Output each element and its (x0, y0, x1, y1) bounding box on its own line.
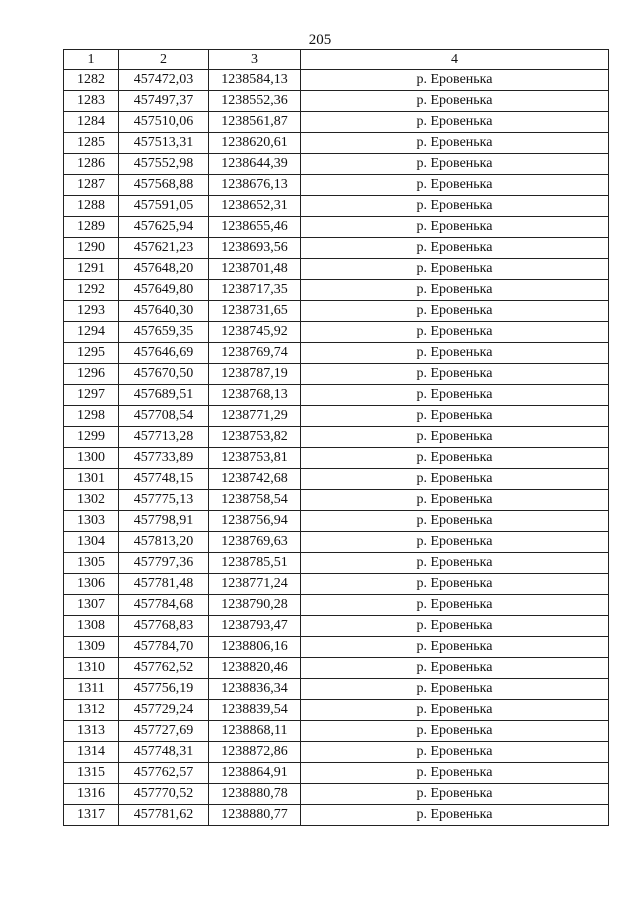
table-row (64, 427, 609, 448)
x-coordinate-cell: 457649,80 (119, 280, 209, 301)
y-coordinate-cell: 1238561,87 (209, 112, 301, 133)
point-number-cell: 1290 (64, 238, 119, 259)
table-row (64, 385, 609, 406)
x-coordinate-cell: 457625,94 (119, 217, 209, 238)
y-coordinate-cell: 1238701,48 (209, 259, 301, 280)
x-coordinate-cell: 457762,57 (119, 763, 209, 784)
coordinates-table (63, 49, 609, 826)
table-row (64, 406, 609, 427)
column-header-1: 1 (64, 50, 119, 70)
y-coordinate-cell: 1238769,63 (209, 532, 301, 553)
x-coordinate-cell: 457648,20 (119, 259, 209, 280)
river-name-cell: р. Еровенька (301, 679, 609, 700)
x-coordinate-cell: 457781,48 (119, 574, 209, 595)
table-row (64, 112, 609, 133)
y-coordinate-cell: 1238839,54 (209, 700, 301, 721)
point-number-cell: 1299 (64, 427, 119, 448)
x-coordinate-cell: 457729,24 (119, 700, 209, 721)
river-name-cell: р. Еровенька (301, 217, 609, 238)
river-name-cell: р. Еровенька (301, 259, 609, 280)
table-row (64, 217, 609, 238)
y-coordinate-cell: 1238769,74 (209, 343, 301, 364)
point-number-cell: 1285 (64, 133, 119, 154)
river-name-cell: р. Еровенька (301, 700, 609, 721)
x-coordinate-cell: 457727,69 (119, 721, 209, 742)
river-name-cell: р. Еровенька (301, 175, 609, 196)
x-coordinate-cell: 457813,20 (119, 532, 209, 553)
table-row (64, 553, 609, 574)
river-name-cell: р. Еровенька (301, 322, 609, 343)
y-coordinate-cell: 1238836,34 (209, 679, 301, 700)
y-coordinate-cell: 1238731,65 (209, 301, 301, 322)
y-coordinate-cell: 1238753,81 (209, 448, 301, 469)
table-row (64, 70, 609, 91)
point-number-cell: 1315 (64, 763, 119, 784)
river-name-cell: р. Еровенька (301, 427, 609, 448)
river-name-cell: р. Еровенька (301, 280, 609, 301)
y-coordinate-cell: 1238790,28 (209, 595, 301, 616)
x-coordinate-cell: 457591,05 (119, 196, 209, 217)
table-header-row (64, 50, 609, 70)
point-number-cell: 1283 (64, 91, 119, 112)
point-number-cell: 1317 (64, 805, 119, 826)
table-row (64, 175, 609, 196)
table-row (64, 490, 609, 511)
x-coordinate-cell: 457784,70 (119, 637, 209, 658)
point-number-cell: 1302 (64, 490, 119, 511)
river-name-cell: р. Еровенька (301, 595, 609, 616)
y-coordinate-cell: 1238758,54 (209, 490, 301, 511)
river-name-cell: р. Еровенька (301, 469, 609, 490)
y-coordinate-cell: 1238756,94 (209, 511, 301, 532)
point-number-cell: 1310 (64, 658, 119, 679)
point-number-cell: 1295 (64, 343, 119, 364)
table-row (64, 532, 609, 553)
table-row (64, 133, 609, 154)
x-coordinate-cell: 457713,28 (119, 427, 209, 448)
y-coordinate-cell: 1238880,78 (209, 784, 301, 805)
x-coordinate-cell: 457762,52 (119, 658, 209, 679)
x-coordinate-cell: 457797,36 (119, 553, 209, 574)
river-name-cell: р. Еровенька (301, 154, 609, 175)
y-coordinate-cell: 1238655,46 (209, 217, 301, 238)
y-coordinate-cell: 1238880,77 (209, 805, 301, 826)
river-name-cell: р. Еровенька (301, 238, 609, 259)
point-number-cell: 1300 (64, 448, 119, 469)
x-coordinate-cell: 457472,03 (119, 70, 209, 91)
y-coordinate-cell: 1238820,46 (209, 658, 301, 679)
x-coordinate-cell: 457733,89 (119, 448, 209, 469)
table-row (64, 721, 609, 742)
x-coordinate-cell: 457510,06 (119, 112, 209, 133)
point-number-cell: 1288 (64, 196, 119, 217)
table-row (64, 448, 609, 469)
point-number-cell: 1312 (64, 700, 119, 721)
river-name-cell: р. Еровенька (301, 553, 609, 574)
x-coordinate-cell: 457646,69 (119, 343, 209, 364)
river-name-cell: р. Еровенька (301, 448, 609, 469)
x-coordinate-cell: 457756,19 (119, 679, 209, 700)
table-row (64, 238, 609, 259)
point-number-cell: 1306 (64, 574, 119, 595)
x-coordinate-cell: 457552,98 (119, 154, 209, 175)
point-number-cell: 1292 (64, 280, 119, 301)
river-name-cell: р. Еровенька (301, 301, 609, 322)
point-number-cell: 1298 (64, 406, 119, 427)
river-name-cell: р. Еровенька (301, 574, 609, 595)
y-coordinate-cell: 1238868,11 (209, 721, 301, 742)
river-name-cell: р. Еровенька (301, 784, 609, 805)
x-coordinate-cell: 457768,83 (119, 616, 209, 637)
column-header-3: 3 (209, 50, 301, 70)
x-coordinate-cell: 457568,88 (119, 175, 209, 196)
x-coordinate-cell: 457775,13 (119, 490, 209, 511)
table-row (64, 763, 609, 784)
point-number-cell: 1289 (64, 217, 119, 238)
table-row (64, 511, 609, 532)
y-coordinate-cell: 1238771,29 (209, 406, 301, 427)
table-row (64, 637, 609, 658)
point-number-cell: 1308 (64, 616, 119, 637)
x-coordinate-cell: 457708,54 (119, 406, 209, 427)
y-coordinate-cell: 1238872,86 (209, 742, 301, 763)
y-coordinate-cell: 1238745,92 (209, 322, 301, 343)
y-coordinate-cell: 1238620,61 (209, 133, 301, 154)
table-row (64, 91, 609, 112)
x-coordinate-cell: 457497,37 (119, 91, 209, 112)
river-name-cell: р. Еровенька (301, 742, 609, 763)
point-number-cell: 1284 (64, 112, 119, 133)
y-coordinate-cell: 1238787,19 (209, 364, 301, 385)
table-row (64, 259, 609, 280)
point-number-cell: 1296 (64, 364, 119, 385)
table-row (64, 196, 609, 217)
point-number-cell: 1303 (64, 511, 119, 532)
river-name-cell: р. Еровенька (301, 763, 609, 784)
page-number: 205 (308, 32, 332, 48)
table-row (64, 658, 609, 679)
y-coordinate-cell: 1238806,16 (209, 637, 301, 658)
river-name-cell: р. Еровенька (301, 511, 609, 532)
point-number-cell: 1286 (64, 154, 119, 175)
column-header-2: 2 (119, 50, 209, 70)
table-row (64, 343, 609, 364)
x-coordinate-cell: 457784,68 (119, 595, 209, 616)
river-name-cell: р. Еровенька (301, 343, 609, 364)
column-header-4: 4 (301, 50, 609, 70)
point-number-cell: 1314 (64, 742, 119, 763)
y-coordinate-cell: 1238652,31 (209, 196, 301, 217)
river-name-cell: р. Еровенька (301, 385, 609, 406)
table-row (64, 364, 609, 385)
point-number-cell: 1305 (64, 553, 119, 574)
x-coordinate-cell: 457659,35 (119, 322, 209, 343)
y-coordinate-cell: 1238717,35 (209, 280, 301, 301)
table-row (64, 469, 609, 490)
x-coordinate-cell: 457513,31 (119, 133, 209, 154)
point-number-cell: 1297 (64, 385, 119, 406)
table-row (64, 154, 609, 175)
table-row (64, 595, 609, 616)
point-number-cell: 1313 (64, 721, 119, 742)
table-row (64, 679, 609, 700)
river-name-cell: р. Еровенька (301, 70, 609, 91)
y-coordinate-cell: 1238584,13 (209, 70, 301, 91)
table-row (64, 301, 609, 322)
point-number-cell: 1307 (64, 595, 119, 616)
table-row (64, 322, 609, 343)
point-number-cell: 1291 (64, 259, 119, 280)
point-number-cell: 1293 (64, 301, 119, 322)
x-coordinate-cell: 457748,31 (119, 742, 209, 763)
table-row (64, 805, 609, 826)
river-name-cell: р. Еровенька (301, 805, 609, 826)
x-coordinate-cell: 457640,30 (119, 301, 209, 322)
river-name-cell: р. Еровенька (301, 532, 609, 553)
river-name-cell: р. Еровенька (301, 406, 609, 427)
point-number-cell: 1304 (64, 532, 119, 553)
x-coordinate-cell: 457748,15 (119, 469, 209, 490)
river-name-cell: р. Еровенька (301, 133, 609, 154)
y-coordinate-cell: 1238552,36 (209, 91, 301, 112)
x-coordinate-cell: 457798,91 (119, 511, 209, 532)
table-row (64, 784, 609, 805)
point-number-cell: 1301 (64, 469, 119, 490)
river-name-cell: р. Еровенька (301, 616, 609, 637)
y-coordinate-cell: 1238644,39 (209, 154, 301, 175)
y-coordinate-cell: 1238693,56 (209, 238, 301, 259)
y-coordinate-cell: 1238864,91 (209, 763, 301, 784)
table-row (64, 574, 609, 595)
point-number-cell: 1287 (64, 175, 119, 196)
table-row (64, 742, 609, 763)
table-body (64, 70, 609, 826)
y-coordinate-cell: 1238753,82 (209, 427, 301, 448)
y-coordinate-cell: 1238771,24 (209, 574, 301, 595)
table-row (64, 700, 609, 721)
river-name-cell: р. Еровенька (301, 658, 609, 679)
y-coordinate-cell: 1238742,68 (209, 469, 301, 490)
table-row (64, 280, 609, 301)
point-number-cell: 1294 (64, 322, 119, 343)
river-name-cell: р. Еровенька (301, 364, 609, 385)
river-name-cell: р. Еровенька (301, 112, 609, 133)
point-number-cell: 1311 (64, 679, 119, 700)
y-coordinate-cell: 1238768,13 (209, 385, 301, 406)
y-coordinate-cell: 1238676,13 (209, 175, 301, 196)
x-coordinate-cell: 457770,52 (119, 784, 209, 805)
river-name-cell: р. Еровенька (301, 91, 609, 112)
point-number-cell: 1316 (64, 784, 119, 805)
point-number-cell: 1282 (64, 70, 119, 91)
river-name-cell: р. Еровенька (301, 637, 609, 658)
x-coordinate-cell: 457670,50 (119, 364, 209, 385)
x-coordinate-cell: 457621,23 (119, 238, 209, 259)
river-name-cell: р. Еровенька (301, 196, 609, 217)
y-coordinate-cell: 1238793,47 (209, 616, 301, 637)
river-name-cell: р. Еровенька (301, 490, 609, 511)
y-coordinate-cell: 1238785,51 (209, 553, 301, 574)
point-number-cell: 1309 (64, 637, 119, 658)
x-coordinate-cell: 457689,51 (119, 385, 209, 406)
x-coordinate-cell: 457781,62 (119, 805, 209, 826)
river-name-cell: р. Еровенька (301, 721, 609, 742)
table-row (64, 616, 609, 637)
